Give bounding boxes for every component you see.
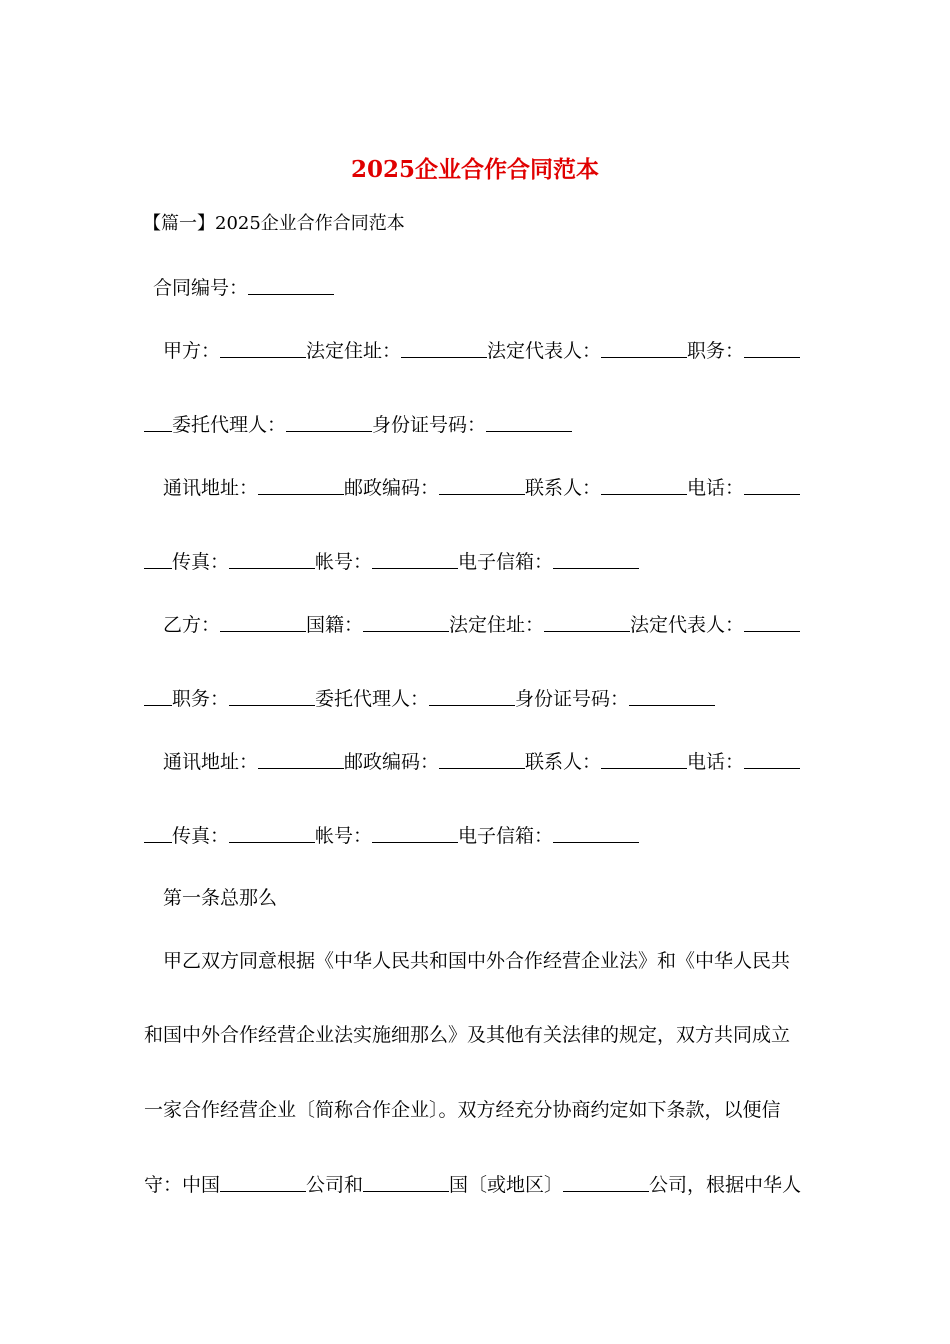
party-a-email-label: 电子信箱： bbox=[458, 551, 554, 573]
blank bbox=[744, 630, 800, 632]
blank bbox=[601, 356, 687, 358]
party-b-address-label: 法定住址： bbox=[449, 614, 545, 636]
party-b-contact-label: 联系人： bbox=[525, 751, 602, 773]
party-b-line-3 bbox=[163, 750, 800, 774]
party-b-email-label: 电子信箱： bbox=[458, 825, 554, 847]
blank bbox=[372, 567, 458, 569]
party-b-label: 乙方： bbox=[163, 614, 221, 636]
blank bbox=[553, 841, 639, 843]
blank bbox=[220, 1190, 306, 1192]
party-a-position-label: 职务： bbox=[687, 340, 745, 362]
party-a-phone-label: 电话： bbox=[687, 477, 745, 499]
blank bbox=[544, 630, 630, 632]
party-b-phone-label: 电话： bbox=[687, 751, 745, 773]
blank bbox=[258, 493, 344, 495]
blank bbox=[439, 767, 525, 769]
party-b-fax-label: 传真： bbox=[172, 825, 230, 847]
party-b-mail-address-label: 通讯地址： bbox=[163, 751, 259, 773]
blank bbox=[744, 767, 800, 769]
article-1-paragraph-line-1: 甲乙双方同意根据《中华人民共和国中外合作经营企业法》和《中华人民共 bbox=[163, 950, 791, 972]
party-b-position-label: 职务： bbox=[172, 688, 230, 710]
party-a-account-label: 帐号： bbox=[315, 551, 373, 573]
party-b-nationality-label: 国籍： bbox=[306, 614, 364, 636]
blank bbox=[229, 567, 315, 569]
blank bbox=[601, 493, 687, 495]
document-title: 2025企业合作合同范本 bbox=[350, 156, 599, 183]
party-b-account-label: 帐号： bbox=[315, 825, 373, 847]
party-a-line-3 bbox=[163, 476, 800, 500]
blank bbox=[744, 356, 800, 358]
text-fragment: 公司，根据中华人 bbox=[649, 1174, 802, 1196]
blank bbox=[744, 493, 800, 495]
blank bbox=[553, 567, 639, 569]
party-b-postcode-label: 邮政编码： bbox=[344, 751, 440, 773]
party-a-label: 甲方： bbox=[163, 340, 221, 362]
blank bbox=[286, 430, 372, 432]
section-name: 2025企业合作合同范本 bbox=[215, 213, 405, 234]
blank bbox=[220, 630, 306, 632]
party-a-line-4 bbox=[144, 550, 639, 574]
blank bbox=[563, 1190, 649, 1192]
blank bbox=[372, 841, 458, 843]
party-b-line-4 bbox=[144, 824, 639, 848]
party-a-line-1 bbox=[163, 339, 800, 363]
text-fragment: 国〔或地区〕 bbox=[449, 1174, 564, 1196]
party-a-agent-label: 委托代理人： bbox=[172, 414, 287, 436]
contract-number-blank bbox=[248, 293, 334, 295]
section-heading bbox=[143, 212, 405, 236]
blank bbox=[363, 630, 449, 632]
blank bbox=[144, 567, 172, 569]
blank bbox=[229, 704, 315, 706]
blank bbox=[144, 430, 172, 432]
party-a-representative-label: 法定代表人： bbox=[487, 340, 602, 362]
party-b-line-1 bbox=[163, 613, 800, 637]
party-b-representative-label: 法定代表人： bbox=[630, 614, 745, 636]
blank bbox=[144, 841, 172, 843]
text-fragment: 守：中国 bbox=[144, 1174, 221, 1196]
article-1-paragraph-line-4 bbox=[144, 1173, 801, 1197]
party-b-line-2 bbox=[144, 687, 715, 711]
contract-number-label: 合同编号： bbox=[153, 277, 249, 299]
text-fragment: 公司和 bbox=[306, 1174, 364, 1196]
contract-number-line bbox=[153, 276, 334, 300]
party-b-agent-label: 委托代理人： bbox=[315, 688, 430, 710]
blank bbox=[401, 356, 487, 358]
party-b-id-label: 身份证号码： bbox=[515, 688, 630, 710]
party-a-mail-address-label: 通讯地址： bbox=[163, 477, 259, 499]
blank bbox=[363, 1190, 449, 1192]
blank bbox=[629, 704, 715, 706]
blank bbox=[439, 493, 525, 495]
blank bbox=[220, 356, 306, 358]
blank bbox=[601, 767, 687, 769]
party-a-fax-label: 传真： bbox=[172, 551, 230, 573]
article-1-heading: 第一条总那么 bbox=[163, 887, 278, 909]
section-bracket: 【篇一】 bbox=[143, 213, 215, 234]
blank bbox=[486, 430, 572, 432]
article-1-paragraph-line-3: 一家合作经营企业〔简称合作企业〕。双方经充分协商约定如下条款，以便信 bbox=[144, 1099, 781, 1121]
article-1-paragraph-line-2: 和国中外合作经营企业法实施细那么》及其他有关法律的规定，双方共同成立 bbox=[144, 1024, 791, 1046]
blank bbox=[429, 704, 515, 706]
blank bbox=[258, 767, 344, 769]
blank bbox=[229, 841, 315, 843]
party-a-id-label: 身份证号码： bbox=[372, 414, 487, 436]
party-a-line-2 bbox=[144, 413, 572, 437]
party-a-contact-label: 联系人： bbox=[525, 477, 602, 499]
party-a-postcode-label: 邮政编码： bbox=[344, 477, 440, 499]
party-a-address-label: 法定住址： bbox=[306, 340, 402, 362]
blank bbox=[144, 704, 172, 706]
